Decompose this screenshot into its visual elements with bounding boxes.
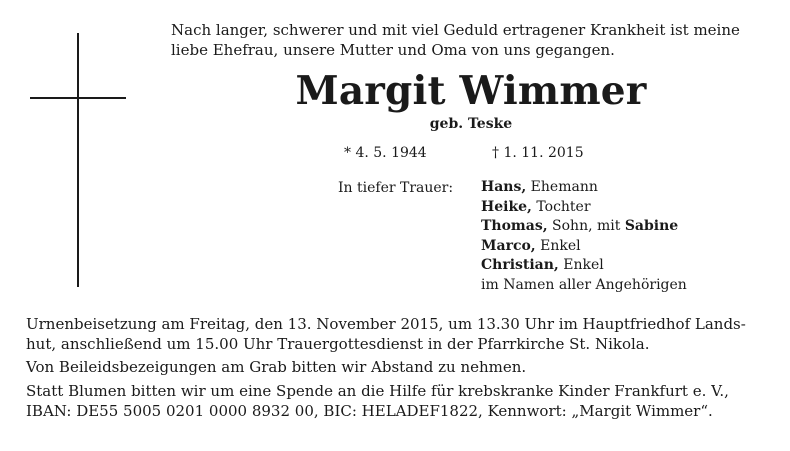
mourner-relation: Sohn, mit	[547, 218, 625, 234]
donation-line: IBAN: DE55 5005 0201 0000 8932 00, BIC: HELADEF1822, Kennwort: „Margit Wimmer“.	[26, 402, 713, 420]
mourner-name: Heike,	[481, 198, 532, 215]
mourner-relation: Enkel	[558, 257, 604, 273]
cross-icon-bar	[30, 97, 126, 99]
mourner-item	[481, 198, 687, 218]
mourner-item	[481, 217, 687, 237]
mourner-relation: Enkel	[535, 237, 581, 254]
mourner-name: Hans,	[481, 179, 527, 195]
mourner-item	[481, 276, 687, 296]
burial-line: Urnenbeisetzung am Freitag, den 13. November 2015, um 13.30 Uhr im Hauptfriedhof Lands-	[26, 315, 746, 333]
mourner-relation: Tochter	[531, 198, 591, 215]
mourner-name: Marco,	[481, 237, 536, 254]
mourning-label: In tiefer Trauer:	[338, 180, 454, 196]
condolence-note: Von Beileidsbezeigungen am Grab bitten wir Abstand zu nehmen.	[26, 358, 527, 376]
cross-icon	[77, 33, 79, 287]
mourner-name: Christian,	[481, 257, 559, 273]
mourner-item	[481, 256, 687, 276]
mourner-name: Thomas,	[481, 218, 548, 234]
mourner-item	[481, 237, 687, 257]
intro-text: Nach langer, schwerer und mit viel Geduld ertragener Krankheit ist meine liebe Ehefrau, unsere Mutter und Oma von uns gegangen.	[171, 21, 740, 59]
burial-line: hut, anschließend um 15.00 Uhr Trauergottesdienst in der Pfarrkirche St. Nikola.	[26, 335, 650, 353]
birth-date: * 4. 5. 1944	[344, 145, 427, 161]
donation-info	[26, 381, 768, 421]
mourner-relation: Ehemann	[526, 179, 598, 195]
mourners-list	[481, 178, 687, 295]
death-date: † 1. 11. 2015	[492, 145, 584, 161]
donation-line: Statt Blumen bitten wir um eine Spende an die Hilfe für krebskranke Kinder Frankfurt e. V.,	[26, 382, 729, 400]
mourner-item	[481, 178, 687, 198]
mourner-relation: im Namen aller Angehörigen	[481, 276, 687, 293]
deceased-name: Margit Wimmer	[295, 68, 647, 114]
burial-info	[26, 314, 768, 354]
maiden-name: geb. Teske	[429, 116, 513, 132]
mourner-name: Sabine	[624, 218, 679, 234]
